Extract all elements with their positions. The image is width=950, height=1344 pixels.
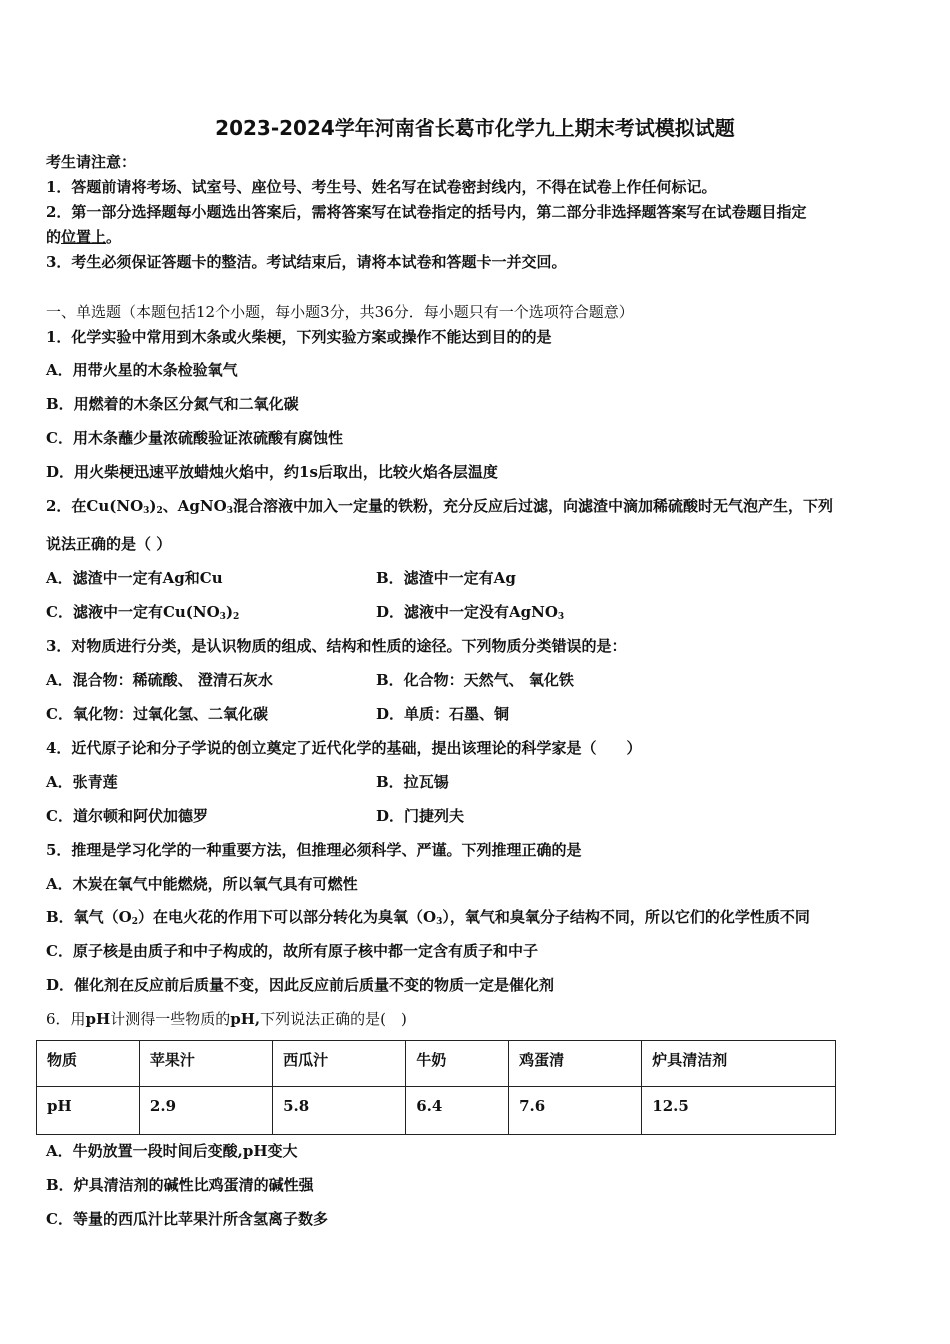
table-cell: 5.8	[273, 1087, 406, 1135]
table-header-row	[37, 1041, 836, 1087]
question-1-option-d: D．用火柴梗迅速平放蜡烛火焰中，约1s后取出，比较火焰各层温度	[46, 463, 498, 481]
table-cell: 2.9	[139, 1087, 272, 1135]
notice-item-1: 1．答题前请将考场、试室号、座位号、考生号、姓名写在试卷密封线内，不得在试卷上作任何标记。	[46, 178, 717, 196]
table-cell: 12.5	[642, 1087, 836, 1135]
question-4-option-b: B．拉瓦锡	[376, 773, 449, 791]
question-4-option-a: A．张青莲	[46, 773, 118, 791]
question-4-option-c: C．道尔顿和阿伏加德罗	[46, 807, 208, 825]
question-3-stem: 3．对物质进行分类，是认识物质的组成、结构和性质的途径。下列物质分类错误的是：	[46, 637, 627, 655]
question-2-option-d: D．滤液中一定没有AgNO$_3$	[376, 603, 565, 622]
ph-table	[36, 1040, 836, 1135]
question-5-option-b: B．氧气$(O_2)$在电火花的作用下可以部分转化为臭氧$(O_3)$，氧气和臭氧分子结构不同，所以它们的化学性质不同	[46, 908, 810, 927]
section-heading: 一、单选题（本题包括12个小题，每小题3分，共36分．每小题只有一个选项符合题意）	[46, 303, 634, 321]
table-header-cell: 苹果汁	[139, 1041, 272, 1087]
question-2-option-c: C．滤液中一定有$Cu(NO_3)_2$	[46, 603, 240, 622]
table-header-cell: 炉具清洁剂	[642, 1041, 836, 1087]
question-2-option-b: B．滤渣中一定有Ag	[376, 569, 516, 587]
notice-item-2-continued: 的位置上。	[46, 228, 122, 246]
notice-item-2: 2．第一部分选择题每小题选出答案后，需将答案写在试卷指定的括号内，第二部分非选择题答案写在试卷题目指定	[46, 203, 807, 221]
question-5-stem: 5．推理是学习化学的一种重要方法，但推理必须科学、严谨。下列推理正确的是	[46, 841, 582, 859]
question-1-option-b: B．用燃着的木条区分氮气和二氧化碳	[46, 395, 299, 413]
notice-heading: 考生请注意：	[46, 153, 137, 171]
question-5-option-a: A．木炭在氧气中能燃烧，所以氧气具有可燃性	[46, 875, 358, 893]
table-header-cell: 物质	[37, 1041, 140, 1087]
question-1-option-c: C．用木条蘸少量浓硫酸验证浓硫酸有腐蚀性	[46, 429, 343, 447]
table-cell: 6.4	[406, 1087, 509, 1135]
question-3-option-c: C．氧化物：过氧化氢、二氧化碳	[46, 705, 268, 723]
table-cell: pH	[37, 1087, 140, 1135]
question-1-option-a: A．用带火星的木条检验氧气	[46, 361, 238, 379]
notice-item-3: 3．考生必须保证答题卡的整洁。考试结束后，请将本试卷和答题卡一并交回。	[46, 253, 567, 271]
question-5-option-d: D．催化剂在反应前后质量不变，因此反应前后质量不变的物质一定是催化剂	[46, 976, 555, 994]
question-3-option-d: D．单质：石墨、铜	[376, 705, 510, 723]
page-title: 2023-2024学年河南省长葛市化学九上期末考试模拟试题	[215, 116, 735, 140]
table-header-cell: 牛奶	[406, 1041, 509, 1087]
question-3-option-b: B．化合物：天然气、 氧化铁	[376, 671, 574, 689]
question-4-option-d: D．门捷列夫	[376, 807, 465, 825]
question-3-option-a: A．混合物：稀硫酸、 澄清石灰水	[46, 671, 273, 689]
question-6-option-c: C．等量的西瓜汁比苹果汁所含氢离子数多	[46, 1210, 328, 1228]
table-cell: 7.6	[509, 1087, 642, 1135]
question-6-stem: 6．用pH计测得一些物质的pH,下列说法正确的是( )	[46, 1010, 407, 1028]
question-6-option-a: A．牛奶放置一段时间后变酸,pH变大	[46, 1142, 298, 1160]
table-header-cell: 西瓜汁	[273, 1041, 406, 1087]
question-4-stem: 4．近代原子论和分子学说的创立奠定了近代化学的基础，提出该理论的科学家是（ ）	[46, 739, 642, 757]
question-2-stem: 2．在$Cu(NO_3)_2$、AgNO$_3$混合溶液中加入一定量的铁粉，充分反应后过滤，向滤渣中滴加稀硫酸时无气泡产生，下列	[46, 497, 833, 516]
question-2-stem-continued: 说法正确的是（ ）	[46, 535, 172, 553]
question-5-option-c: C．原子核是由质子和中子构成的，故所有原子核中都一定含有质子和中子	[46, 942, 538, 960]
table-header-cell: 鸡蛋清	[509, 1041, 642, 1087]
table-row	[37, 1087, 836, 1135]
question-2-option-a: A．滤渣中一定有Ag和Cu	[46, 569, 223, 587]
question-1-stem: 1．化学实验中常用到木条或火柴梗，下列实验方案或操作不能达到目的的是	[46, 328, 552, 346]
question-6-option-b: B．炉具清洁剂的碱性比鸡蛋清的碱性强	[46, 1176, 314, 1194]
